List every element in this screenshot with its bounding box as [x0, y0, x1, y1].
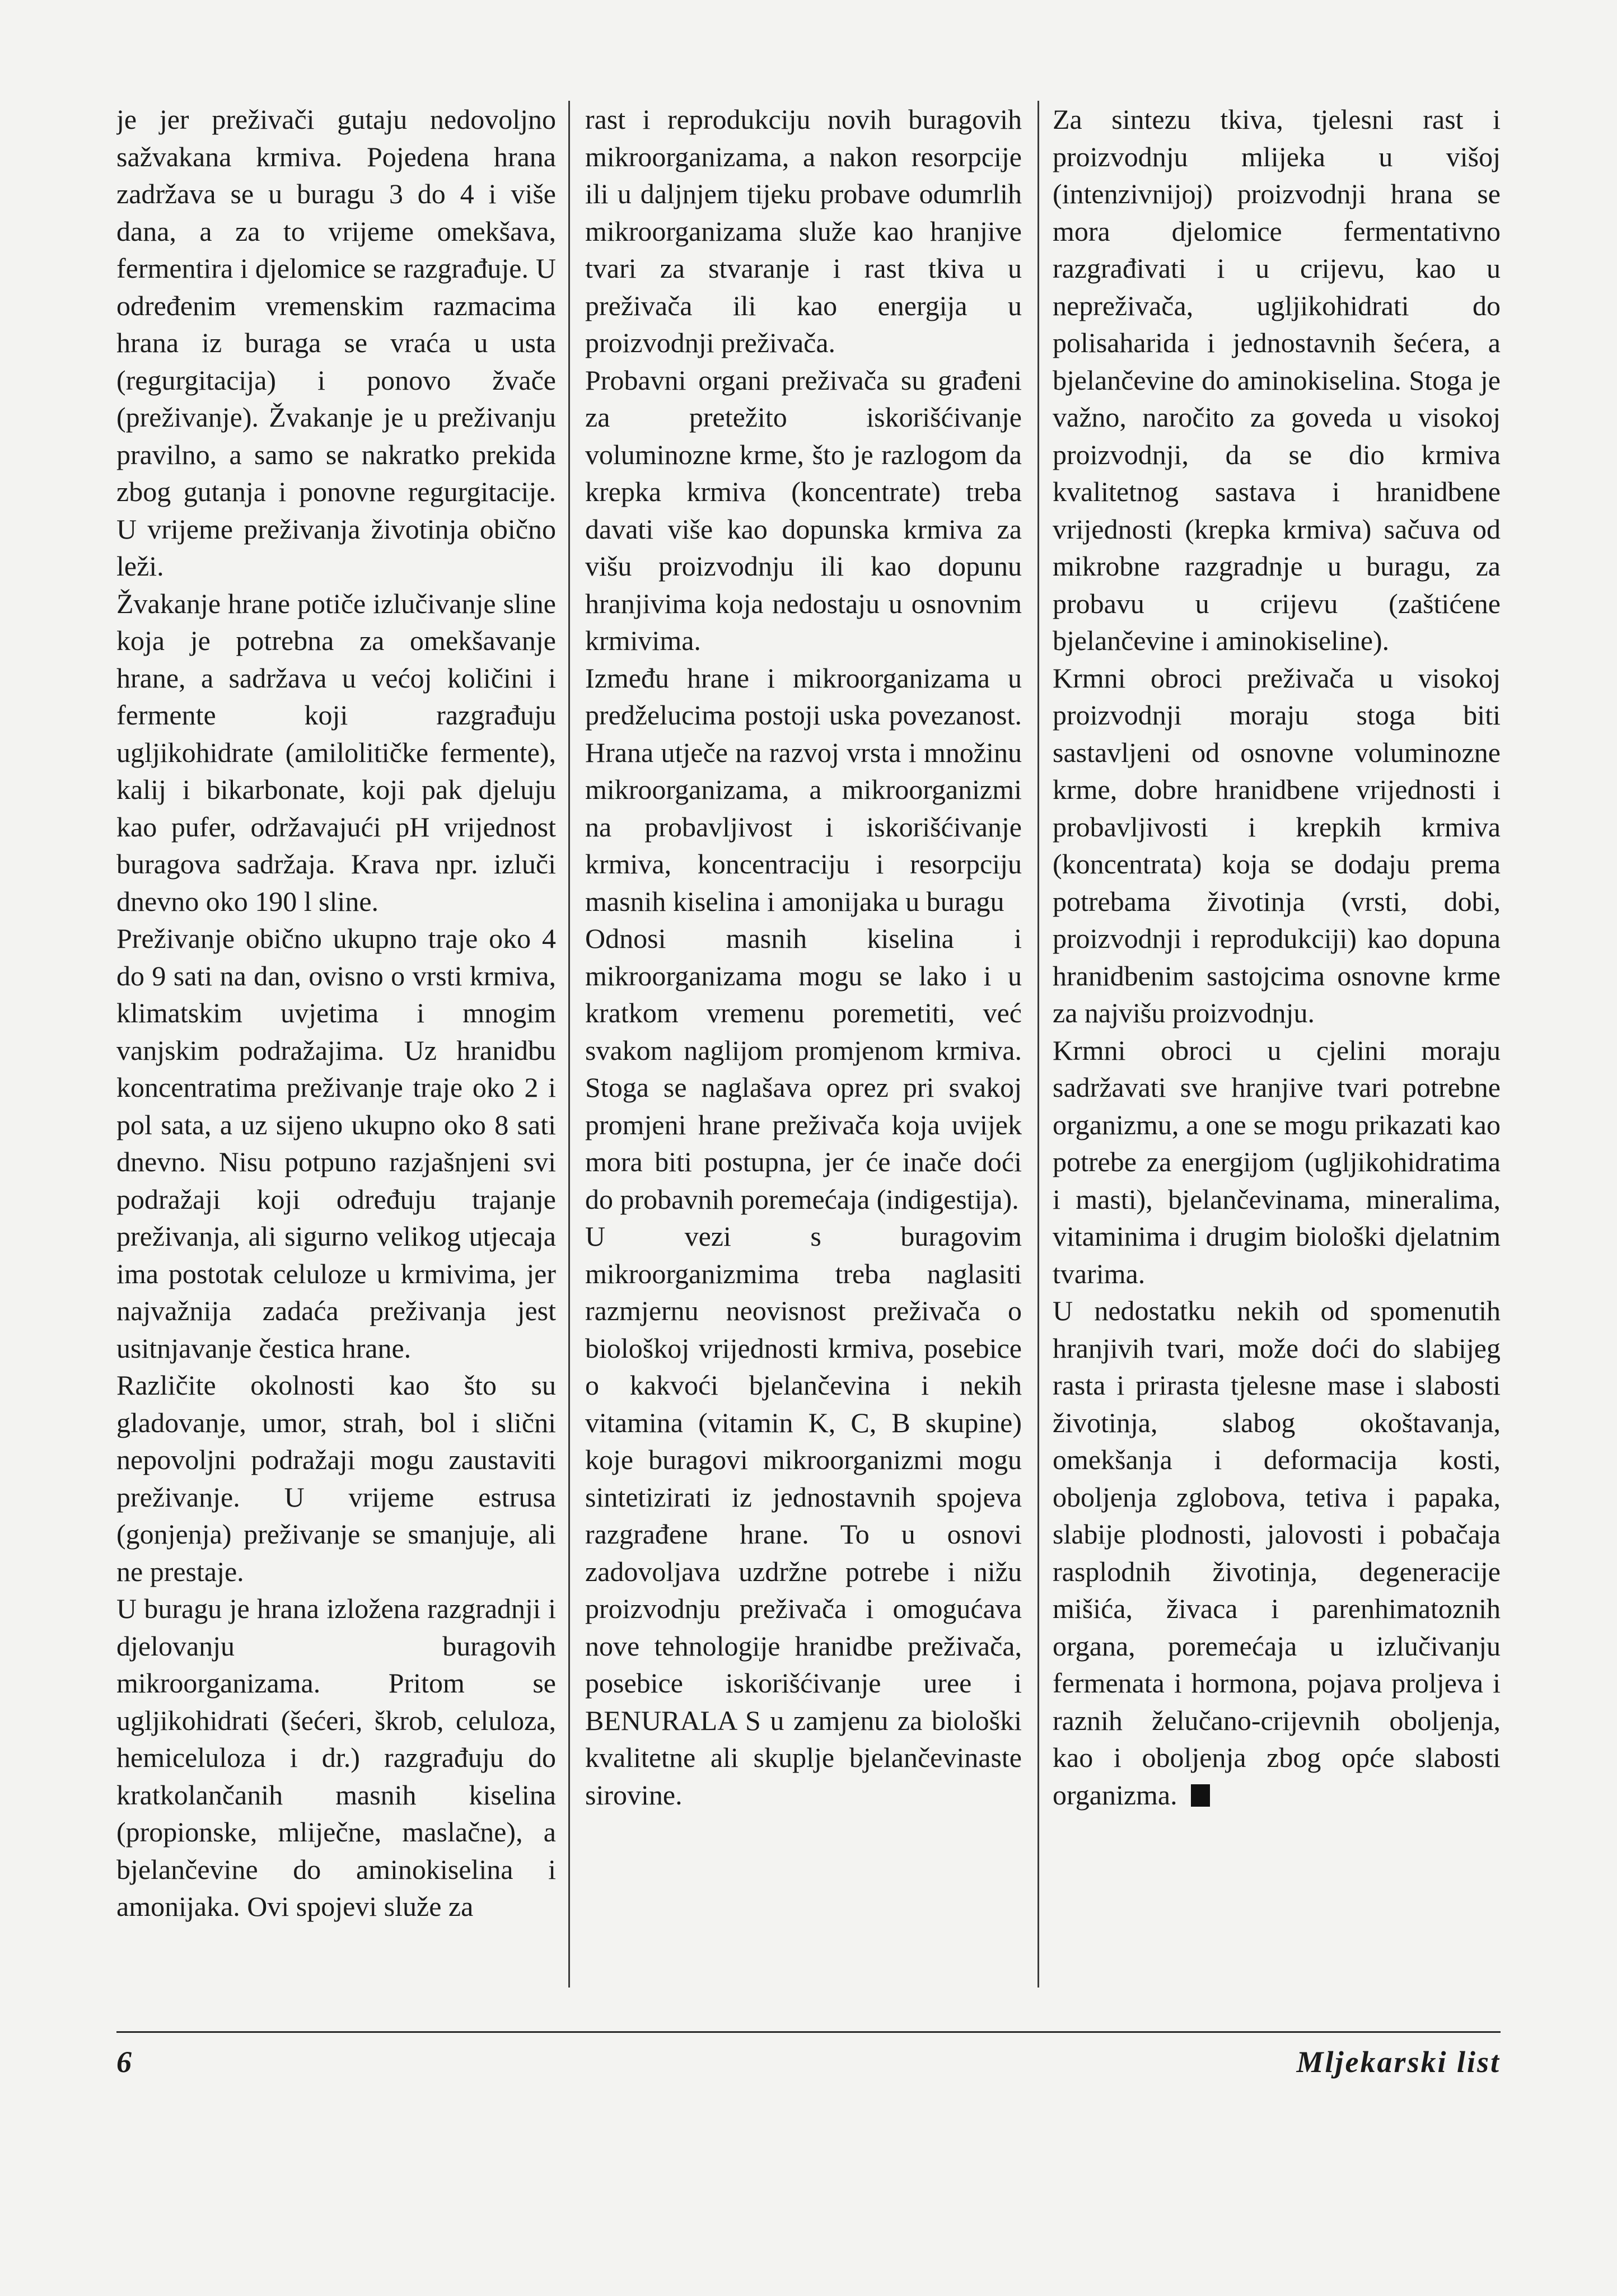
- column-divider: [1038, 101, 1039, 1988]
- page-number: 6: [116, 2045, 132, 2079]
- journal-title: Mljekarski list: [1296, 2045, 1501, 2079]
- text-column-1: [116, 101, 556, 2016]
- paragraph: Žvakanje hrane potiče izlučivanje sline koja je potrebna za omekšavanje hrane, a sadržava u većoj količini i fermente koji razgrađuju ugljikohidrate (amilolitičke fermente), kalij i bikarbonate, koji pak djeluju kao pufer, održavajući pH vrijednost buragova sadržaja. Krava npr. izluči dnevno oko 190 l sline.: [116, 587, 556, 917]
- paragraph: Između hrane i mikroorganizama u predželucima postoji uska povezanost. Hrana utječe na razvoj vrsta i množinu mikroorganizama, a mikroorganizmi na probavljivost i iskorišćivanje krmiva, koncentraciju i resorpciju masnih kiselina i amonijaka u buragu: [585, 662, 1022, 917]
- text-column-3: [1053, 101, 1501, 2016]
- paragraph: U buragu je hrana izložena razgradnji i djelovanju buragovih mikroorganizama. Pritom se ugljikohidrati (šećeri, škrob, celuloza, hemiceluloza i dr.) razgrađuju do kratkolančanih masnih kiselina (propionske, mliječne, maslačne), a bjelančevine do aminokiselina i amonijaka. Ovi spojevi služe za: [116, 1593, 556, 1922]
- footer-rule: [116, 2031, 1501, 2033]
- paragraph: U vezi s buragovim mikroorganizmima treba naglasiti razmjernu neovisnost preživača o biološkoj vrijednosti krmiva, posebice o kakvoći bjelančevina i nekih vitamina (vitamin K, C, B skupine) koje buragovi mikroorganizmi mogu sintetizirati iz jednostavnih spojeva razgrađene hrane. To u osnovi zadovoljava uzdržne potrebe i nižu proizvodnju preživača i omogućava nove tehnologije hranidbe preživača, posebice iskorišćivanje uree i BENURALA S u zamjenu za biološki kvalitetne ali skuplje bjelančevinaste sirovine.: [585, 1221, 1022, 1811]
- column-divider: [568, 101, 570, 1988]
- paragraph: Krmni obroci u cjelini moraju sadržavati sve hranjive tvari potrebne organizmu, a one se mogu prikazati kao potrebe za energijom (ugljikohidratima i masti), bjelančevinama, mineralima, vitaminima i drugim biološki djelatnim tvarima.: [1053, 1034, 1501, 1289]
- end-of-article-icon: [1191, 1784, 1210, 1807]
- paragraph: Različite okolnosti kao što su gladovanje, umor, strah, bol i slični nepovoljni podražaji mogu zaustaviti preživanje. U vrijeme estrusa (gonjenja) preživanje se smanjuje, ali ne prestaje.: [116, 1369, 556, 1587]
- paragraph-text: U nedostatku nekih od spomenutih hranjivih tvari, može doći do slabijeg rasta i prirasta tjelesne mase i slabosti životinja, slabog okoštavanja, omekšanja i deformacija kosti, oboljenja zglobova, tetiva i papaka, slabije plodnosti, jalovosti i pobačaja rasplodnih životinja, degeneracije mišića, živaca i parenhimatoznih organa, poremećaja u izlučivanju fermenata i hormona, pojava proljeva i raznih želučano-crijevnih oboljenja, kao i oboljenja zbog opće slabosti organizma.: [1053, 1295, 1501, 1811]
- paragraph: Odnosi masnih kiselina i mikroorganizama mogu se lako i u kratkom vremenu poremetiti, već svakom naglijom promjenom krmiva. Stoga se naglašava oprez pri svakoj promjeni hrane preživača koja uvijek mora biti postupna, jer će inače doći do probavnih poremećaja (indigestija).: [585, 923, 1022, 1215]
- paragraph: rast i reprodukciju novih buragovih mikroorganizama, a nakon resorpcije ili u daljnjem tijeku probave odumrlih mikroorganizama služe kao hranjive tvari za stvaranje i rast tkiva u preživača ili kao energija u proizvodnji preživača.: [585, 104, 1022, 358]
- paragraph: je jer preživači gutaju nedovoljno sažvakana krmiva. Pojedena hrana zadržava se u buragu 3 do 4 i više dana, a za to vrijeme omekšava, fermentira i djelomice se razgrađuje. U određenim vremenskim razmacima hrana iz buraga se vraća u usta (regurgitacija) i ponovo žvače (preživanje). Žvakanje je u preživanju pravilno, a samo se nakratko prekida zbog gutanja i ponovne regurgitacije. U vrijeme preživanja životinja obično leži.: [116, 104, 556, 582]
- paragraph: Krmni obroci preživača u visokoj proizvodnji moraju stoga biti sastavljeni od osnovne voluminozne krme, dobre hranidbene vrijednosti i probavljivosti i krepkih krmiva (koncentrata) koja se dodaju prema potrebama životinja (vrsti, dobi, proizvodnji i reprodukciji) kao dopuna hranidbenim sastojcima osnovne krme za najvišu proizvodnju.: [1053, 662, 1501, 1028]
- paragraph: Za sintezu tkiva, tjelesni rast i proizvodnju mlijeka u višoj (intenzivnijoj) proizvodnji hrana se mora djelomice fermentativno razgrađivati i u crijevu, kao u nepreživača, ugljikohidrati do polisaharida i jednostavnih šećera, a bjelančevine do aminokiselina. Stoga je važno, naročito za goveda u visokoj proizvodnji, da se dio krmiva kvalitetnog sastava i hranidbene vrijednosti (krepka krmiva) sačuva od mikrobne razgradnje u buragu, za probavu u crijevu (zaštićene bjelančevine i aminokiseline).: [1053, 104, 1501, 656]
- paragraph: [1053, 1292, 1501, 1813]
- paragraph: Probavni organi preživača su građeni za pretežito iskorišćivanje voluminozne krme, što je razlogom da krepka krmiva (koncentrate) treba davati više kao dopunska krmiva za višu proizvodnju ili kao dopunu hranjivima koja nedostaju u osnovnim krmivima.: [585, 364, 1022, 656]
- text-column-2: [585, 101, 1022, 2016]
- paragraph: Preživanje obično ukupno traje oko 4 do 9 sati na dan, ovisno o vrsti krmiva, klimatskim uvjetima i mnogim vanjskim podražajima. Uz hranidbu koncentratima preživanje traje oko 2 i pol sata, a uz sijeno ukupno oko 8 sati dnevno. Nisu potpuno razjašnjeni svi podražaji koji određuju trajanje preživanja, ali sigurno velikog utjecaja ima postotak celuloze u krmivima, jer najvažnija zadaća preživanja jest usitnjavanje čestica hrane.: [116, 923, 556, 1364]
